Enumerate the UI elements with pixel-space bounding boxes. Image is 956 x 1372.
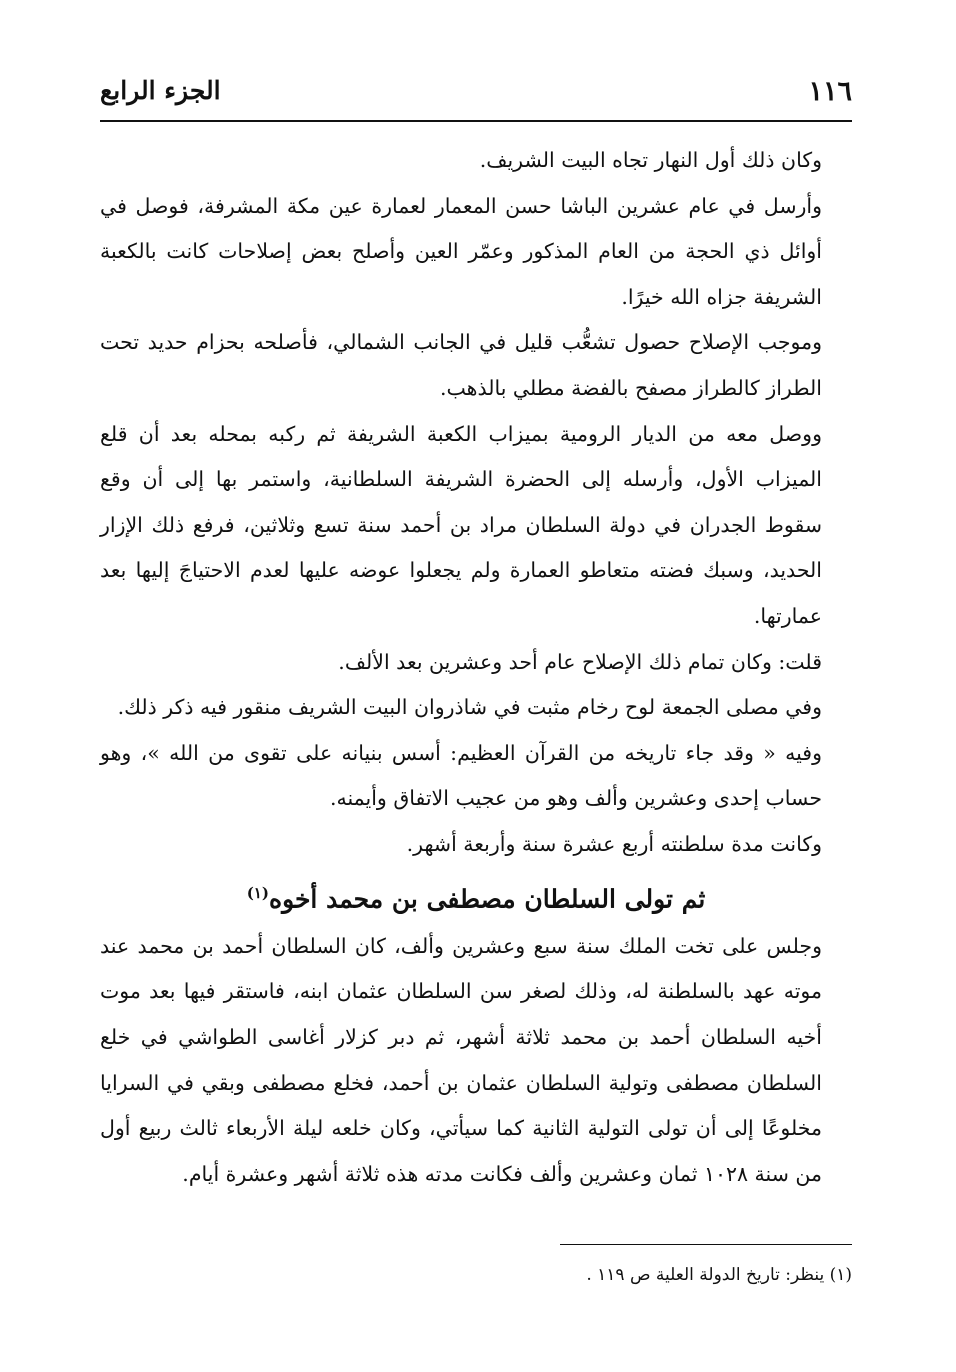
page-number: ١١٦ [808, 76, 852, 107]
paragraph: وفيه « وقد جاء تاريخه من القرآن العظيم: أسس بنيانه على تقوى من الله »، وهو حساب إحدى وعشرين وألف وهو من عجيب الاتفاق وأيمنه. [100, 740, 822, 811]
main-text [100, 138, 852, 1197]
footnote: (١) ينظر: تاريخ الدولة العلية ص ١١٩ . [586, 1265, 852, 1285]
paragraph: وجلس على تخت الملك سنة سبع وعشرين وألف، كان السلطان أحمد بن محمد عند موته عهد بالسلطنة له، وذلك لصغر سن السلطان عثمان ابنه، فاستقر فيها بعد موت أخيه السلطان أحمد بن محمد ثلاثة أشهر، ثم دبر كزلار أغاسى الطواشي في خلع السلطان مصطفى وتولية السلطان عثمان بن أحمد، فخلع مصطفى وبقي في السرايا مخلوعًا إلى أن تولى التولية الثانية كما سيأتي، وكان خلعه ليلة الأربعاء ثالث ربيع أول من سنة ١٠٢٨ ثمان وعشرين وألف فكانت مدته هذه ثلاثة أشهر وعشرة أيام. [100, 933, 822, 1186]
paragraph: قلت: وكان تمام ذلك الإصلاح عام أحد وعشرين بعد الألف. [338, 649, 822, 674]
paragraph: وفي مصلى الجمعة لوح رخام مثبت في شاذروان البيت الشريف منقور فيه ذكر ذلك. [117, 695, 822, 720]
paragraph: وموجب الإصلاح حصول تشعُّب قليل في الجانب الشمالي، فأصلحه بحزام حديد تحت الطراز كالطراز مصفح بالفضة مطلي بالذهب. [100, 330, 822, 400]
part-title: الجزء الرابع [100, 76, 221, 105]
paragraph: وأرسل في عام عشرين الباشا حسن المعمار لعمارة عين مكة المشرفة، فوصل في أوائل ذي الحجة من العام المذكور وعمّر العين وأصلح بعض إصلاحات كانت بالكعبة الشريفة جزاه الله خيرًا. [100, 193, 822, 309]
footnote-marker: (١) [246, 883, 269, 902]
section-heading [100, 868, 852, 924]
header-divider [100, 120, 852, 122]
paragraph: وكانت مدة سلطنته أربع عشرة سنة وأربعة أشهر. [406, 831, 822, 856]
footnote-divider [560, 1244, 852, 1245]
paragraph: وكان ذلك أول النهار تجاه البيت الشريف. [479, 148, 822, 172]
paragraph: ووصل معه من الديار الرومية بميزاب الكعبة الشريفة ثم ركبه بمحله بعد أن قلع الميزاب الأول، وأرسله إلى الحضرة الشريفة السلطانية، واستمر بها إلى أن وقع سقوط الجدران في دولة السلطان مراد بن أحمد سنة تسع وثلاثين، فرفع ذلك الإزار الحديد، وسبك فضته متعاطو العمارة ولم يجعلوا عوضه عليها لعدم الاحتياجَ إليها بعد عمارتها. [100, 421, 822, 628]
section-heading-text: ثم تولى السلطان مصطفى بن محمد أخوه [268, 883, 706, 913]
page-header [100, 72, 852, 116]
